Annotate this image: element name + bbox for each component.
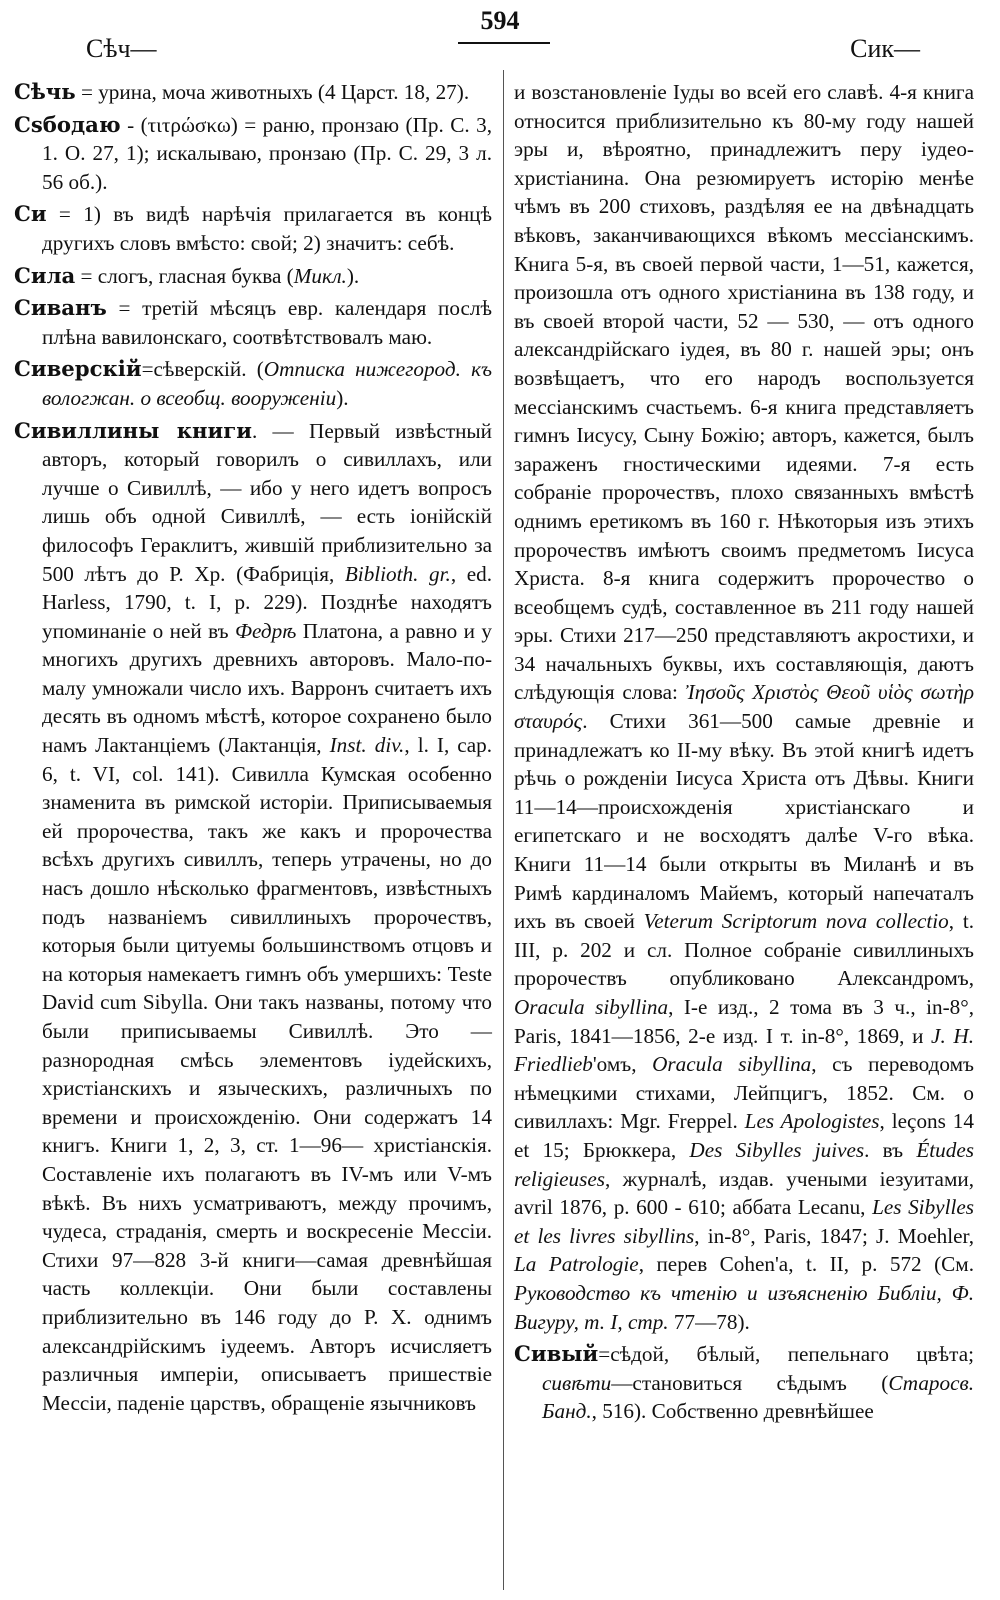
entry-text: . Стихи 361—500 самые древніе и принадлежатъ ко II-му вѣку. Въ этой книгѣ идетъ рѣчь о рожденіи Іисуса Христа отъ Дѣвы. Книги 11—14—происхожденія христіанскаго и египетскаго и не восходятъ далѣе V-го вѣка. Книги 11—14 были открыты въ Миланѣ и въ Римѣ кардиналомъ Майемъ, который напечаталъ ихъ въ своей: [514, 709, 974, 934]
entry-italic-text: Руководство къ чтенію и изъясненію Библіи, Ф. Вигуру, т. I, стр.: [514, 1280, 974, 1334]
left-column: [14, 78, 492, 1421]
dictionary-entry: [14, 111, 492, 197]
entry-text: , ed. Harless, 1790, t. I, p. 229). Позднѣе находятъ упоминаніе о ней въ: [42, 561, 493, 643]
entry-italic-text: Микл.: [293, 263, 347, 288]
right-column: [514, 78, 974, 1430]
dictionary-entry: [14, 200, 492, 257]
entry-text: , leçons 14 et 15; Брюккера,: [514, 1109, 974, 1162]
page-header: [0, 0, 1000, 70]
entry-text: 'омъ,: [592, 1052, 653, 1077]
entry-headword: Сиверскій: [14, 356, 142, 382]
entry-text: , in-8°, Paris, 1847; J. Moehler,: [694, 1223, 974, 1248]
entry-text: ).: [346, 263, 360, 288]
entry-headword: Сивиллины книги: [14, 417, 252, 443]
dictionary-entry: [14, 78, 492, 107]
dictionary-entry: [14, 355, 492, 412]
entry-text: , l. I, cap. 6, t. VI, col. 141). Сивилла Кумская особенно знаменита въ римской исторіи. Приписываемыя ей пророчества, такъ же какъ и пророчества всѣхъ другихъ сивиллъ, теперь утрачены, но до насъ дошло нѣсколько фрагментовъ, извѣстныхъ подъ названіемъ сивиллиныхъ пророчествъ, которыя были цитуемы большинствомъ отцовъ и на которыя намекаетъ гимнъ объ умершихъ: Teste David cum Sibylla. Они такъ названы, потому что были приписываемы Сивиллѣ. Это — разнородная смѣсь элементовъ іудейскихъ, христіанскихъ и языческихъ, различныхъ по времени и происхожденію. Они содержатъ 14 книгъ. Книги 1, 2, 3, ст. 1—96— христіанскія. Составленіе ихъ полагаютъ въ IV-мъ или V-мъ вѣкѣ. Въ нихъ усматриваютъ, между прочимъ, чудеса, страданія, смерть и воскресеніе Мессіи. Стихи 97—828 3-й книги—самая древнѣйшая часть коллекціи. Они были составлены приблизительно въ 146 году до Р. Х. однимъ александрійскимъ іудеемъ. Авторъ исчисляетъ различныя имперіи, описываетъ пришествіе Мессіи, паденіе царствъ, обращеніе язычниковъ: [42, 733, 492, 1415]
entry-text: . въ: [864, 1137, 917, 1162]
entry-text: = урина, моча животныхъ (4 Царст. 18, 27).: [75, 80, 470, 104]
entry-headword: Си: [14, 201, 47, 227]
entry-text: - (τιτρώσκω) = раню, пронзаю (Пр. С. 3, 1. О. 27, 1); искалываю, пронзаю (Пр. С. 29, 3 л. 56 об.).: [42, 112, 492, 194]
entry-italic-text: Ἰησοῦς Χριστὸς Θεοῦ υἱὸς σωτὴρ σταυρός: [514, 680, 974, 734]
entry-italic-text: Les Apologistes: [744, 1109, 880, 1134]
entry-italic-text: Oracula sibyllina: [652, 1052, 812, 1077]
entry-italic-text: Les Sibylles et les livres sibyllins: [514, 1195, 974, 1248]
entry-text: =сѣдой, бѣлый, пепельнаго цвѣта;: [598, 1342, 974, 1367]
entry-text: 77—78).: [668, 1309, 750, 1334]
entry-text: и возстановленіе Іуды во всей его славѣ. 4-я книга относится приблизительно къ 80-му году нашей эры и, вѣроятно, принадлежитъ перу іудео-христіанина. Она резюмируетъ исторію менѣе чѣмъ въ 200 стиховъ, раздѣляя ее на двѣнадцать вѣковъ, заканчивающихся вѣкомъ мессіанскимъ. Книга 5-я, въ своей первой части, 1—51, кажется, произошла отъ одного христіанина въ 138 году, и въ своей второй части, 52 — 530, — отъ одного александрійскаго іудея, въ 80 г. нашей эры; онъ возвѣщаетъ, что его народъ воспользуется мессіанскимъ счастьемъ. 6-я книга представляетъ гимнъ Іисусу, Сыну Божію; авторъ, кажется, былъ зараженъ гностическими идеями. 7-я есть собраніе пророчествъ, плохо связанныхъ вмѣстѣ однимъ еретикомъ въ 160 г. Нѣкоторыя изъ этихъ пророчествъ имѣютъ своимъ предметомъ Іисуса Христа. 8-я книга содержитъ пророчество о всеобщемъ судѣ, составленное въ 211 году нашей эры. Стихи 217—250 представляютъ акростихи, и 34 начальныхъ буквы, ихъ составляющія, даютъ слѣдующія слова:: [514, 80, 974, 705]
entry-italic-text: Des Sibylles juives: [689, 1137, 865, 1162]
entry-text: Платона, а равно и у многихъ другихъ древнихъ авторовъ. Мало-по-малу умножали число ихъ. Варронъ считаетъ ихъ десять въ одномъ мѣстѣ, которое сохранено было намъ Лактанціемъ (Лактанція,: [42, 618, 492, 758]
entry-italic-text: Études religieuses: [514, 1137, 974, 1191]
entry-text: , I-е изд., 2 тома въ 3 ч., in-8°, Paris, 1841—1856, 2-е изд. I т. in-8°, 1869, и: [514, 995, 974, 1048]
entry-text: , перев Cohen'a, t. II, p. 572 (См.: [638, 1252, 974, 1277]
entry-italic-text: Biblioth. gr.: [344, 561, 451, 586]
entry-text: = слогъ, гласная буква (: [75, 263, 294, 288]
entry-headword: Сила: [14, 262, 76, 288]
entry-italic-text: Отписка нижегород. къ вологжан. о всеобщ. вооруженіи: [42, 357, 492, 410]
page-number: 594: [480, 6, 520, 35]
entry-text: , 516). Собственно древнѣйшее: [591, 1399, 874, 1424]
entry-headword: Сиванъ: [14, 295, 107, 321]
entry-text: , съ переводомъ нѣмецкими стихами, Лейпцигъ, 1852. См. о сивиллахъ: Mgr. Freppel.: [514, 1052, 974, 1134]
dictionary-entry: [14, 294, 492, 351]
page-number-rule: [458, 42, 550, 44]
entry-headword: Сѕбодаю: [14, 111, 121, 137]
entry-italic-text: Inst. div.: [329, 733, 405, 758]
entry-italic-text: Федрѣ: [234, 618, 297, 643]
dictionary-entry: [14, 262, 492, 291]
entry-italic-text: Oracula sibyllina: [514, 995, 669, 1019]
entry-italic-text: сивѣти: [542, 1370, 612, 1395]
entry-headword: Сѣчь: [14, 79, 76, 104]
entry-text: , t. III, p. 202 и сл. Полное собраніе сивиллиныхъ пророчествъ опубликовано Александромъ,: [514, 909, 975, 991]
entry-headword: Сивый: [514, 1341, 599, 1367]
entry-italic-text: Veterum Scriptorum nova collectio: [643, 909, 949, 934]
right-guide-word: Сик—: [850, 34, 920, 63]
dictionary-entry: [514, 1340, 974, 1426]
dictionary-entry: [514, 78, 974, 1336]
entry-text: = 1) въ видѣ нарѣчія прилагается въ концѣ другихъ словъ вмѣсто: свой; 2) значитъ: себѣ.: [42, 202, 492, 255]
entry-text: —становиться сѣдымъ (: [611, 1370, 889, 1395]
dictionary-entry: [14, 417, 492, 1418]
entry-italic-text: La Patrologie: [514, 1252, 639, 1277]
entry-text: , журналѣ, издав. учеными іезуитами, avril 1876, p. 600 - 610; аббата Lecanu,: [514, 1166, 974, 1220]
entry-italic-text: Старосв. Банд.: [542, 1370, 974, 1424]
column-divider: [503, 70, 504, 1590]
entry-italic-text: J. H. Friedlieb: [514, 1023, 974, 1077]
entry-text: = третій мѣсяцъ евр. календаря послѣ плѣна вавилонскаго, соотвѣтствовалъ маю.: [42, 296, 492, 349]
left-guide-word: Сѣч—: [86, 34, 157, 63]
entry-text: . — Первый извѣстный авторъ, который говорилъ о сивиллахъ, или лучше о Сивиллѣ, — ибо у него идетъ вопросъ лишь объ одной Сивиллѣ, — есть іонійскій философъ Гераклитъ, жившій приблизительно за 500 лѣтъ до Р. Хр. (Фабриція,: [42, 418, 492, 586]
entry-text: =сѣверскій. (: [141, 357, 264, 382]
entry-text: ).: [336, 385, 349, 410]
